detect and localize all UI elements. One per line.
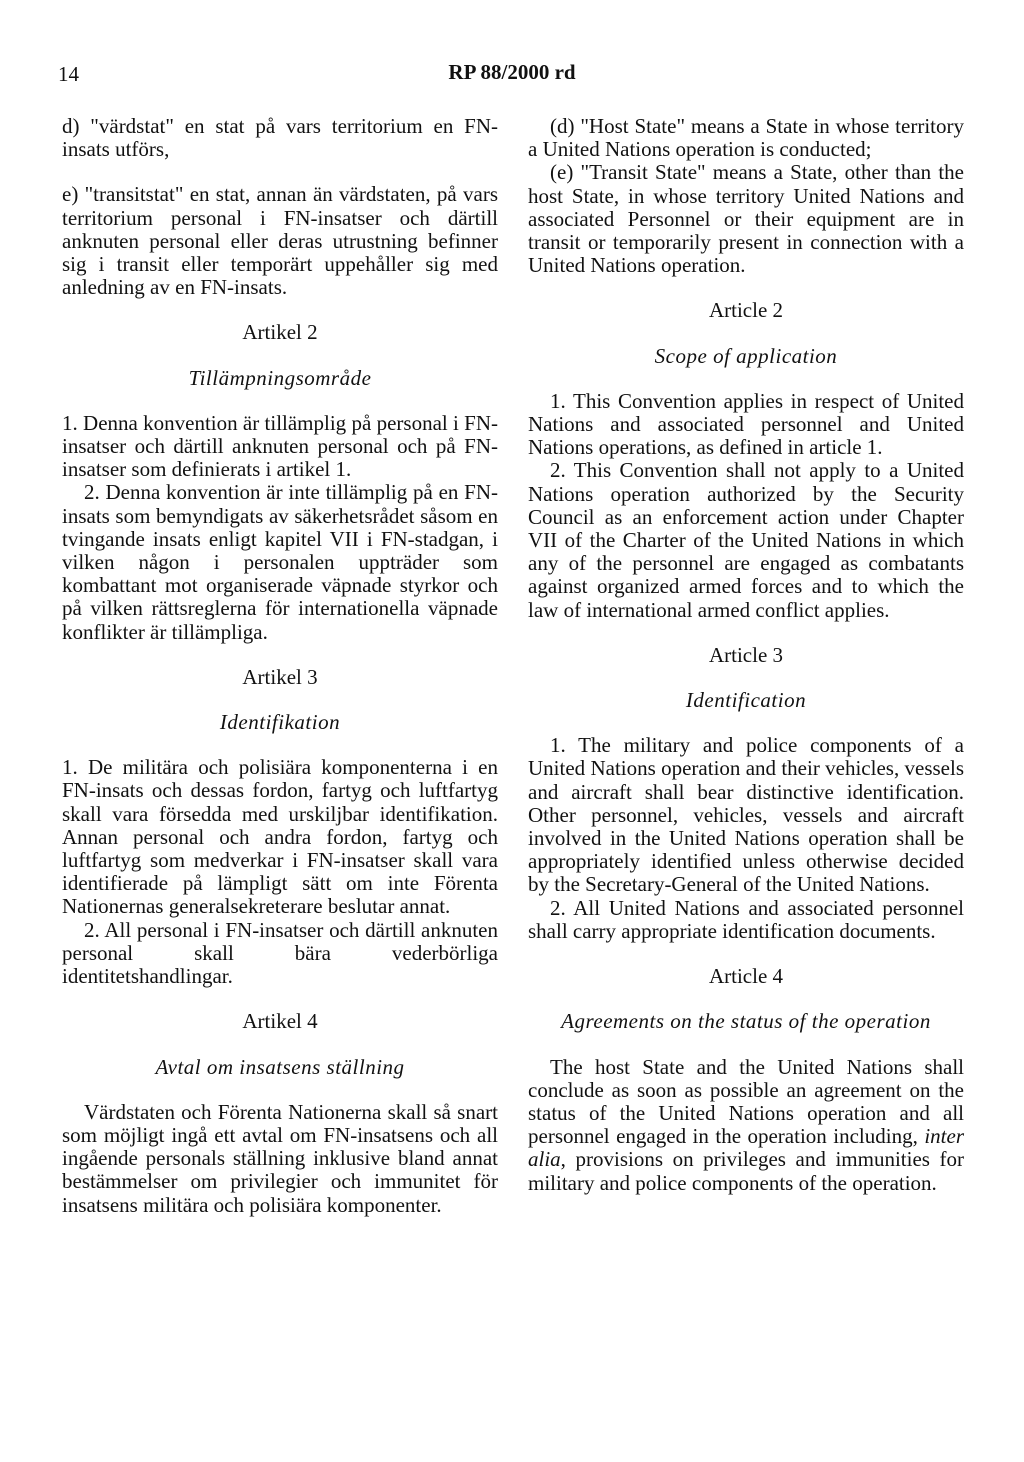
sv-article-3-subtitle: Identifikation [219,710,341,735]
en-article-4-para-1 [528,1056,964,1195]
running-title: RP 88/2000 rd [448,60,576,84]
en-definition-d: (d) "Host State" means a State in whose territory a United Nations operation is conducted; [528,114,964,162]
en-article-2-para-1: 1. This Convention applies in respect of United Nations and associated personnel and United Nations operations, as defined in article 1. [528,388,964,460]
sv-definition-d: d) "värdstat" en stat på vars territorium en FN-insats utförs, [62,114,498,162]
sv-article-3-para-2: 2. All personal i FN-insatser och därtill anknuten personal skall bära vederbörliga identitetshandlingar. [62,917,498,989]
english-column [528,115,964,1195]
swedish-column [62,115,498,1217]
en-article-4-text-after: , provisions on privileges and immunities for military and police components of the operation. [528,1147,964,1195]
sv-article-2-title: Artikel 2 [242,320,318,345]
sv-definition-e: e) "transitstat" en stat, annan än värdstaten, på vars territorium personal i FN-insatser och därtill anknuten personal eller deras utrustning befinner sig i transit eller temporärt uppehåller sig med anledning av en FN-insats. [62,182,498,300]
sv-article-4-title: Artikel 4 [242,1009,318,1034]
sv-article-2-para-1: 1. Denna konvention är tillämplig på personal i FN-insatser och därtill anknuten personal och på FN-insatser som definierats i artikel 1. [62,410,498,482]
sv-article-2-para-2: 2. Denna konvention är inte tillämplig på en FN-insats som bemyndigats av säkerhetsrådet såsom en tvingande insats enligt kapitel VII i FN-stadgan, i vilken någon i personalen uppträder som kombattant mot organiserade väpnade styrkor och på vilken rättsreglerna för internationella väpnade konflikter är tillämpliga. [62,480,498,644]
en-article-3-para-1: 1. The military and police components of a United Nations operation and their vehicles, vessels and aircraft shall bear distinctive identification. Other personnel, vehicles, vessels and aircraft involved in the United Nations operation shall be appropriately identified unless otherwise decided by the Secretary-General of the United Nations. [528,733,964,897]
en-article-3-para-2: 2. All United Nations and associated personnel shall carry appropriate identification documents. [528,895,964,943]
en-article-4-inter-alia: inter alia [528,1124,964,1172]
sv-article-4-para-1: Värdstaten och Förenta Nationerna skall så snart som möjligt ingå ett avtal om FN-insatsens och all ingående personals ställning inklusive bland annat bestämmelser om privilegier och immunitet för insatsens militära och polisiära komponenter. [62,1099,498,1217]
sv-article-3-title: Artikel 3 [242,664,318,689]
en-article-2-subtitle: Scope of application [654,343,838,368]
en-article-4-text-before: The host State and the United Nations shall conclude as soon as possible an agreement on the status of the United Nations operation and all personnel engaged in the operation including, [528,1054,964,1149]
en-article-3-subtitle: Identification [685,688,807,713]
sv-article-2-subtitle: Tillämpningsområde [188,365,372,390]
en-article-4-subtitle: Agreements on the status of the operation [561,1009,931,1034]
en-article-4-title: Article 4 [708,964,784,989]
sv-article-4-subtitle: Avtal om insatsens ställning [155,1054,405,1079]
en-definition-e: (e) "Transit State" means a State, other than the host State, in whose territory United Nations and associated Personnel or their equipment are in transit or temporarily present in connection with a United Nations operation. [528,160,964,278]
en-article-3-title: Article 3 [708,642,784,667]
sv-article-3-para-1: 1. De militära och polisiära komponenterna i en FN-insats och dessas fordon, fartyg och luftfartyg skall vara försedda med urskiljbar identifikation. Annan personal och andra fordon, fartyg och luftfartyg som medverkar i FN-insatser skall vara identifierade på lämpligt sätt om inte Förenta Nationernas generalsekreterare beslutar annat. [62,755,498,919]
page-number: 14 [58,62,79,86]
en-article-2-para-2: 2. This Convention shall not apply to a United Nations operation authorized by the Security Council as an enforcement action under Chapter VII of the Charter of the United Nations in which any of the personnel are engaged as combatants against organized armed forces and to which the law of international armed conflict applies. [528,458,964,622]
en-article-2-title: Article 2 [708,298,784,323]
